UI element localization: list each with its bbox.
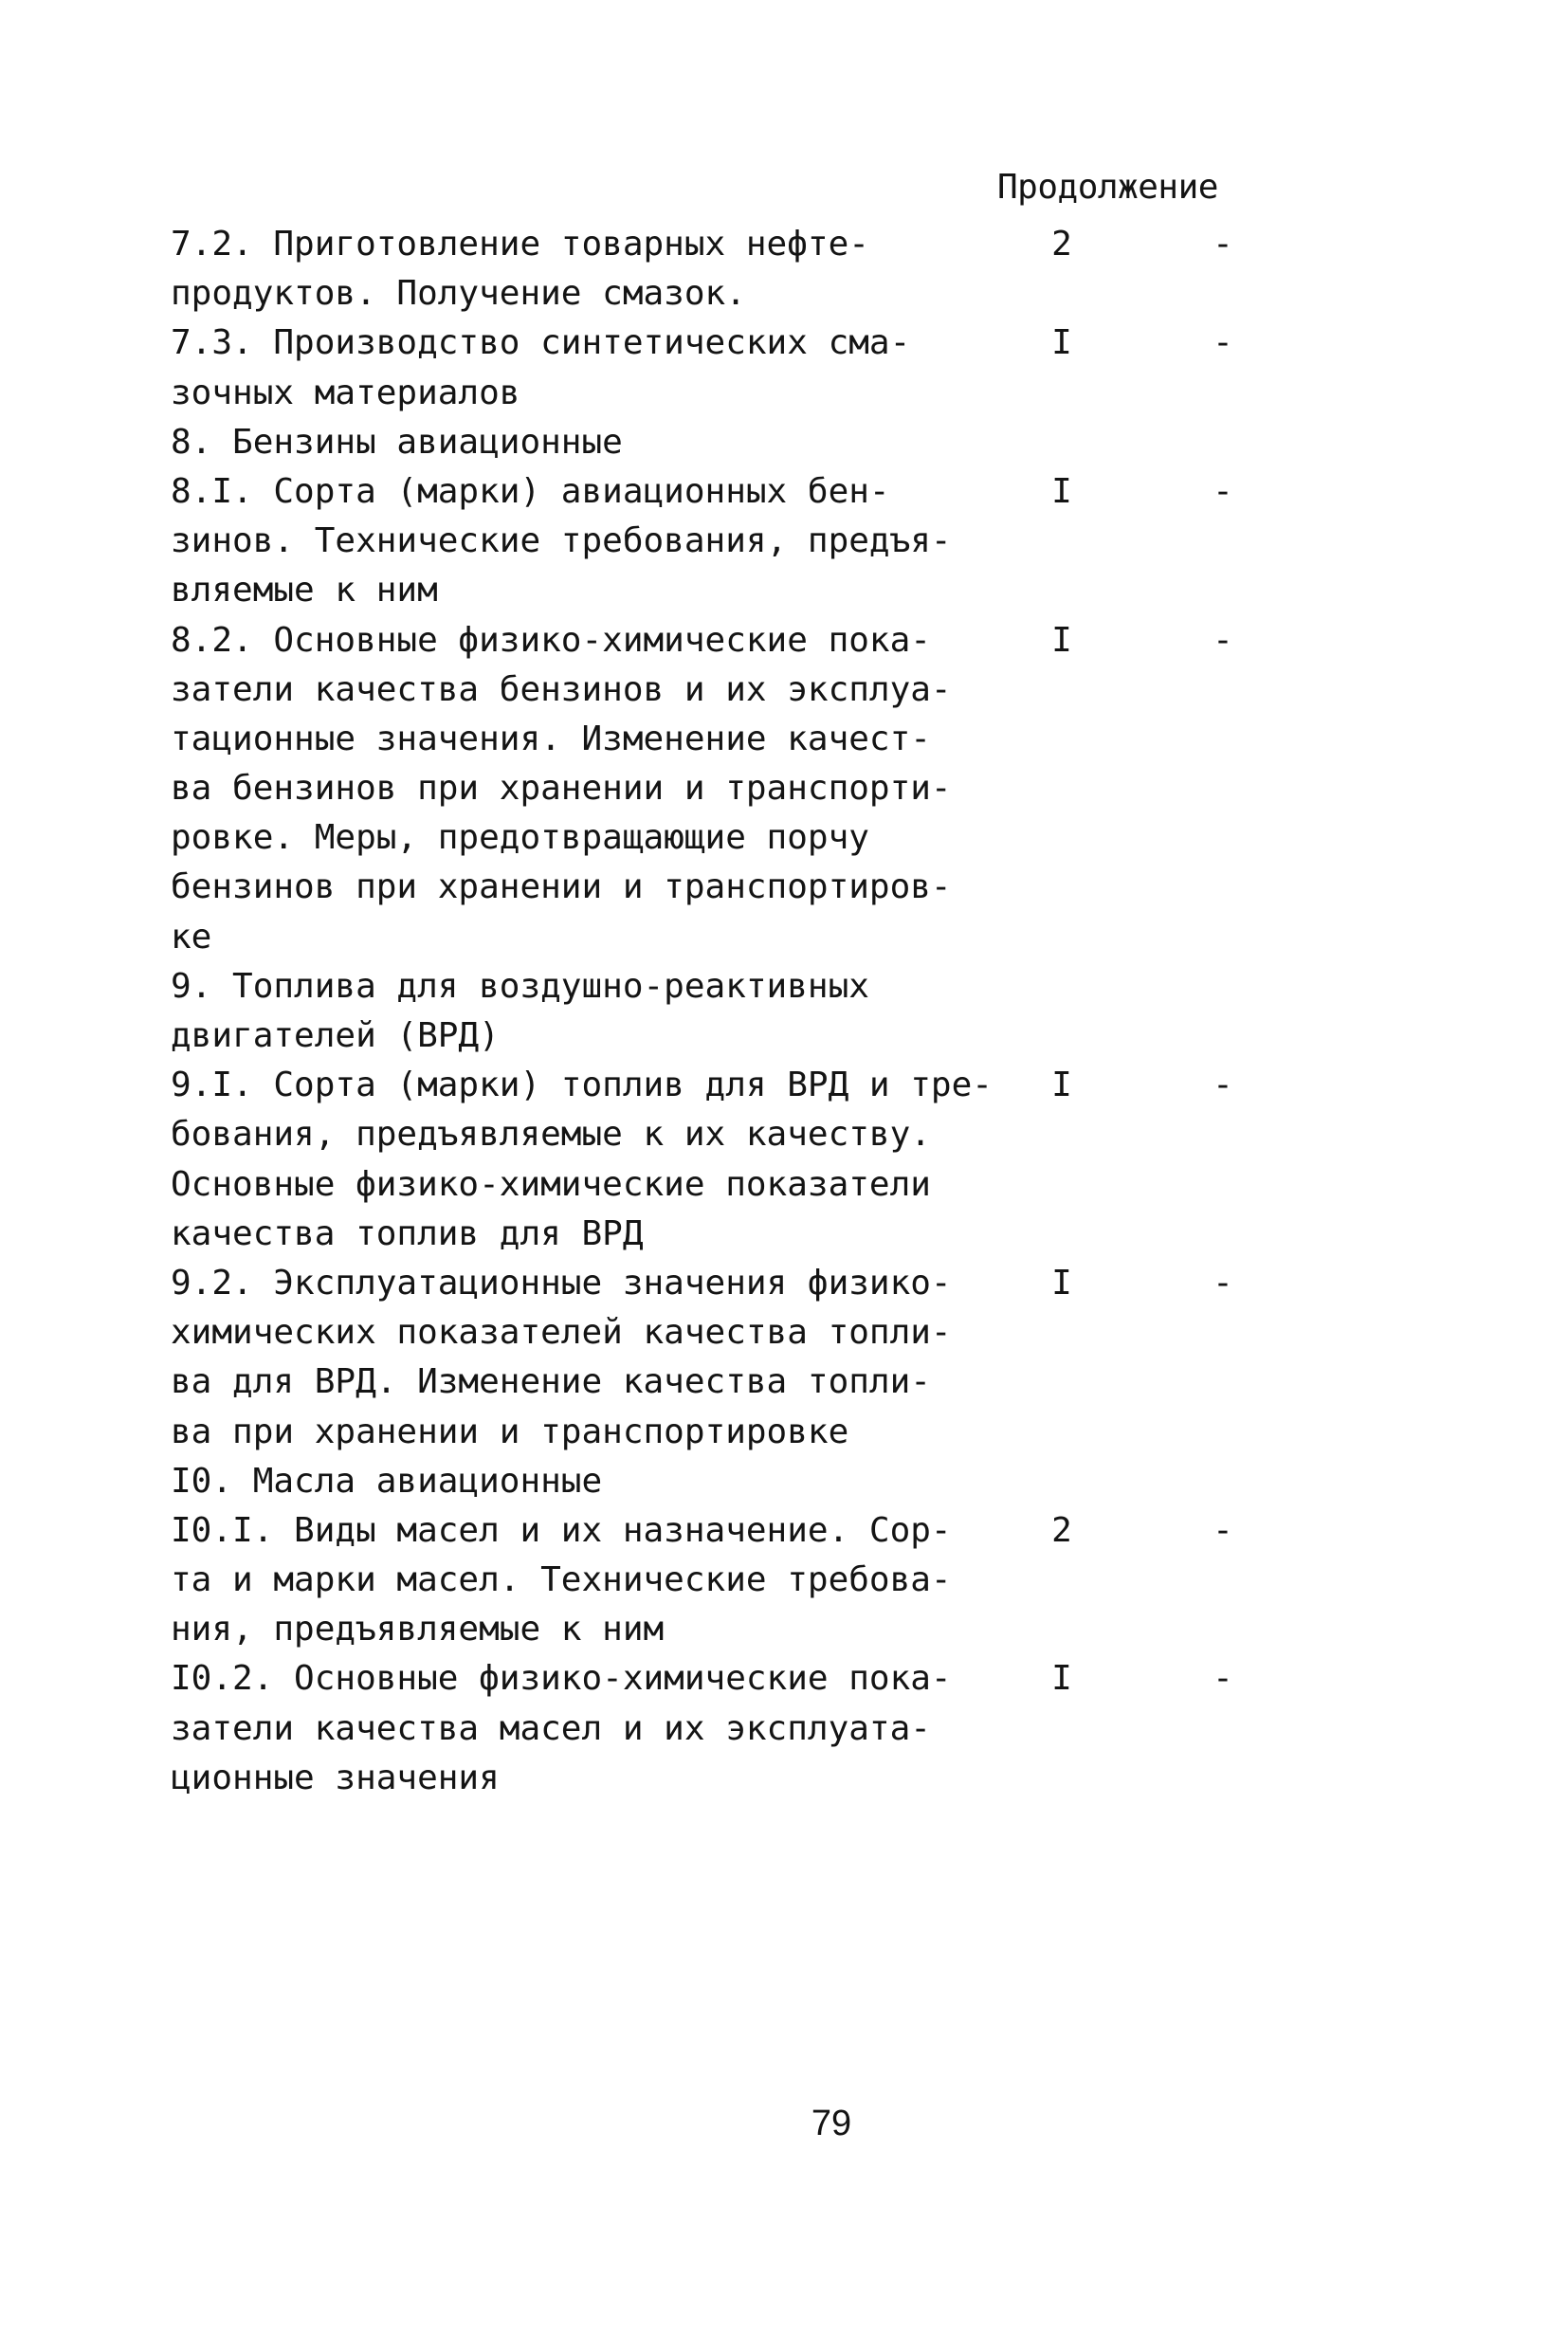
row-text-line: двигателей (ВРД) [171, 1016, 500, 1055]
table-row [171, 1061, 1270, 1259]
table-row [171, 616, 1270, 962]
row-text-line: 8. Бензины авиационные [171, 422, 623, 462]
row-text [171, 1061, 993, 1259]
row-text-line: ционные значения [171, 1758, 500, 1797]
table-row [171, 1654, 1270, 1803]
row-text-line: химических показателей качества топли- [171, 1313, 952, 1353]
table-row [171, 1506, 1270, 1655]
row-dash-value: - [1212, 471, 1233, 511]
row-text [171, 1654, 957, 1803]
row-text-line: продуктов. Получение смазок. [171, 274, 746, 314]
row-dash-value: - [1212, 1066, 1233, 1105]
row-hours-value: I [1051, 620, 1072, 660]
row-text-line: затели качества бензинов и их эксплуа- [171, 669, 952, 709]
row-text [171, 962, 957, 1061]
row-dash-value: - [1212, 1510, 1233, 1550]
row-hours-value: I [1051, 1659, 1072, 1699]
continuation-label: Продолжение [997, 168, 1218, 207]
row-text-line: бензинов при хранении и транспортиров- [171, 867, 952, 907]
row-text-line: зинов. Технические требования, предъя- [171, 521, 952, 561]
row-text-line: I0.2. Основные физико-химические пока- [171, 1659, 952, 1699]
row-text-line: 7.2. Приготовление товарных нефте- [171, 225, 869, 264]
row-hours-value: I [1051, 1066, 1072, 1105]
row-dash-value: - [1212, 620, 1233, 660]
table-body [171, 220, 1270, 1803]
row-text-line: зочных материалов [171, 373, 520, 412]
table-row [171, 962, 1270, 1061]
row-text-line: 9.2. Эксплуатационные значения физико- [171, 1263, 952, 1303]
row-text-line: ния, предъявляемые к ним [171, 1610, 665, 1649]
row-hours-value: I [1051, 323, 1072, 363]
table-row [171, 1457, 1270, 1506]
page-number: 79 [811, 2104, 852, 2143]
row-hours-value: I [1051, 471, 1072, 511]
row-text-line: ке [171, 917, 212, 957]
row-hours-value: 2 [1051, 225, 1072, 264]
row-text-line: I0.I. Виды масел и их назначение. Сор- [171, 1510, 952, 1550]
row-text-line: 8.2. Основные физико-химические пока- [171, 620, 931, 660]
table-row [171, 319, 1270, 417]
table-row [171, 1259, 1270, 1457]
row-text-line: качества топлив для ВРД [171, 1213, 644, 1253]
row-text [171, 319, 957, 417]
row-text-line: ва для ВРД. Изменение качества топли- [171, 1362, 931, 1402]
table-row [171, 220, 1270, 319]
row-text [171, 467, 957, 616]
row-text [171, 1506, 957, 1655]
row-text [171, 1457, 957, 1506]
row-text-line: I0. Масла авиационные [171, 1461, 603, 1501]
row-dash-value: - [1212, 1263, 1233, 1303]
row-text [171, 616, 957, 962]
table-row [171, 467, 1270, 616]
row-text-line: бования, предъявляемые к их качеству. [171, 1115, 931, 1155]
row-dash-value: - [1212, 323, 1233, 363]
row-text [171, 220, 957, 319]
row-hours-value: 2 [1051, 1510, 1072, 1550]
row-text-line: ровке. Меры, предотвращающие порчу [171, 818, 869, 858]
row-text [171, 1259, 957, 1457]
row-text-line: 7.3. Производство синтетических сма- [171, 323, 911, 363]
row-text-line: 8.I. Сорта (марки) авиационных бен- [171, 471, 890, 511]
row-text-line: затели качества масел и их эксплуата- [171, 1708, 931, 1748]
row-text-line: вляемые к ним [171, 571, 438, 611]
row-text-line: та и марки масел. Технические требова- [171, 1560, 952, 1600]
row-text-line: Основные физико-химические показатели [171, 1164, 931, 1204]
row-dash-value: - [1212, 1659, 1233, 1699]
row-text-line: 9. Топлива для воздушно-реактивных [171, 966, 869, 1006]
row-hours-value: I [1051, 1263, 1072, 1303]
table-row [171, 418, 1270, 467]
row-text-line: ва бензинов при хранении и транспорти- [171, 769, 952, 809]
row-text-line: тационные значения. Изменение качест- [171, 719, 931, 758]
row-text-line: 9.I. Сорта (марки) топлив для ВРД и тре- [171, 1066, 993, 1105]
row-dash-value: - [1212, 225, 1233, 264]
row-text-line: ва при хранении и транспортировке [171, 1412, 849, 1451]
row-text [171, 418, 957, 467]
